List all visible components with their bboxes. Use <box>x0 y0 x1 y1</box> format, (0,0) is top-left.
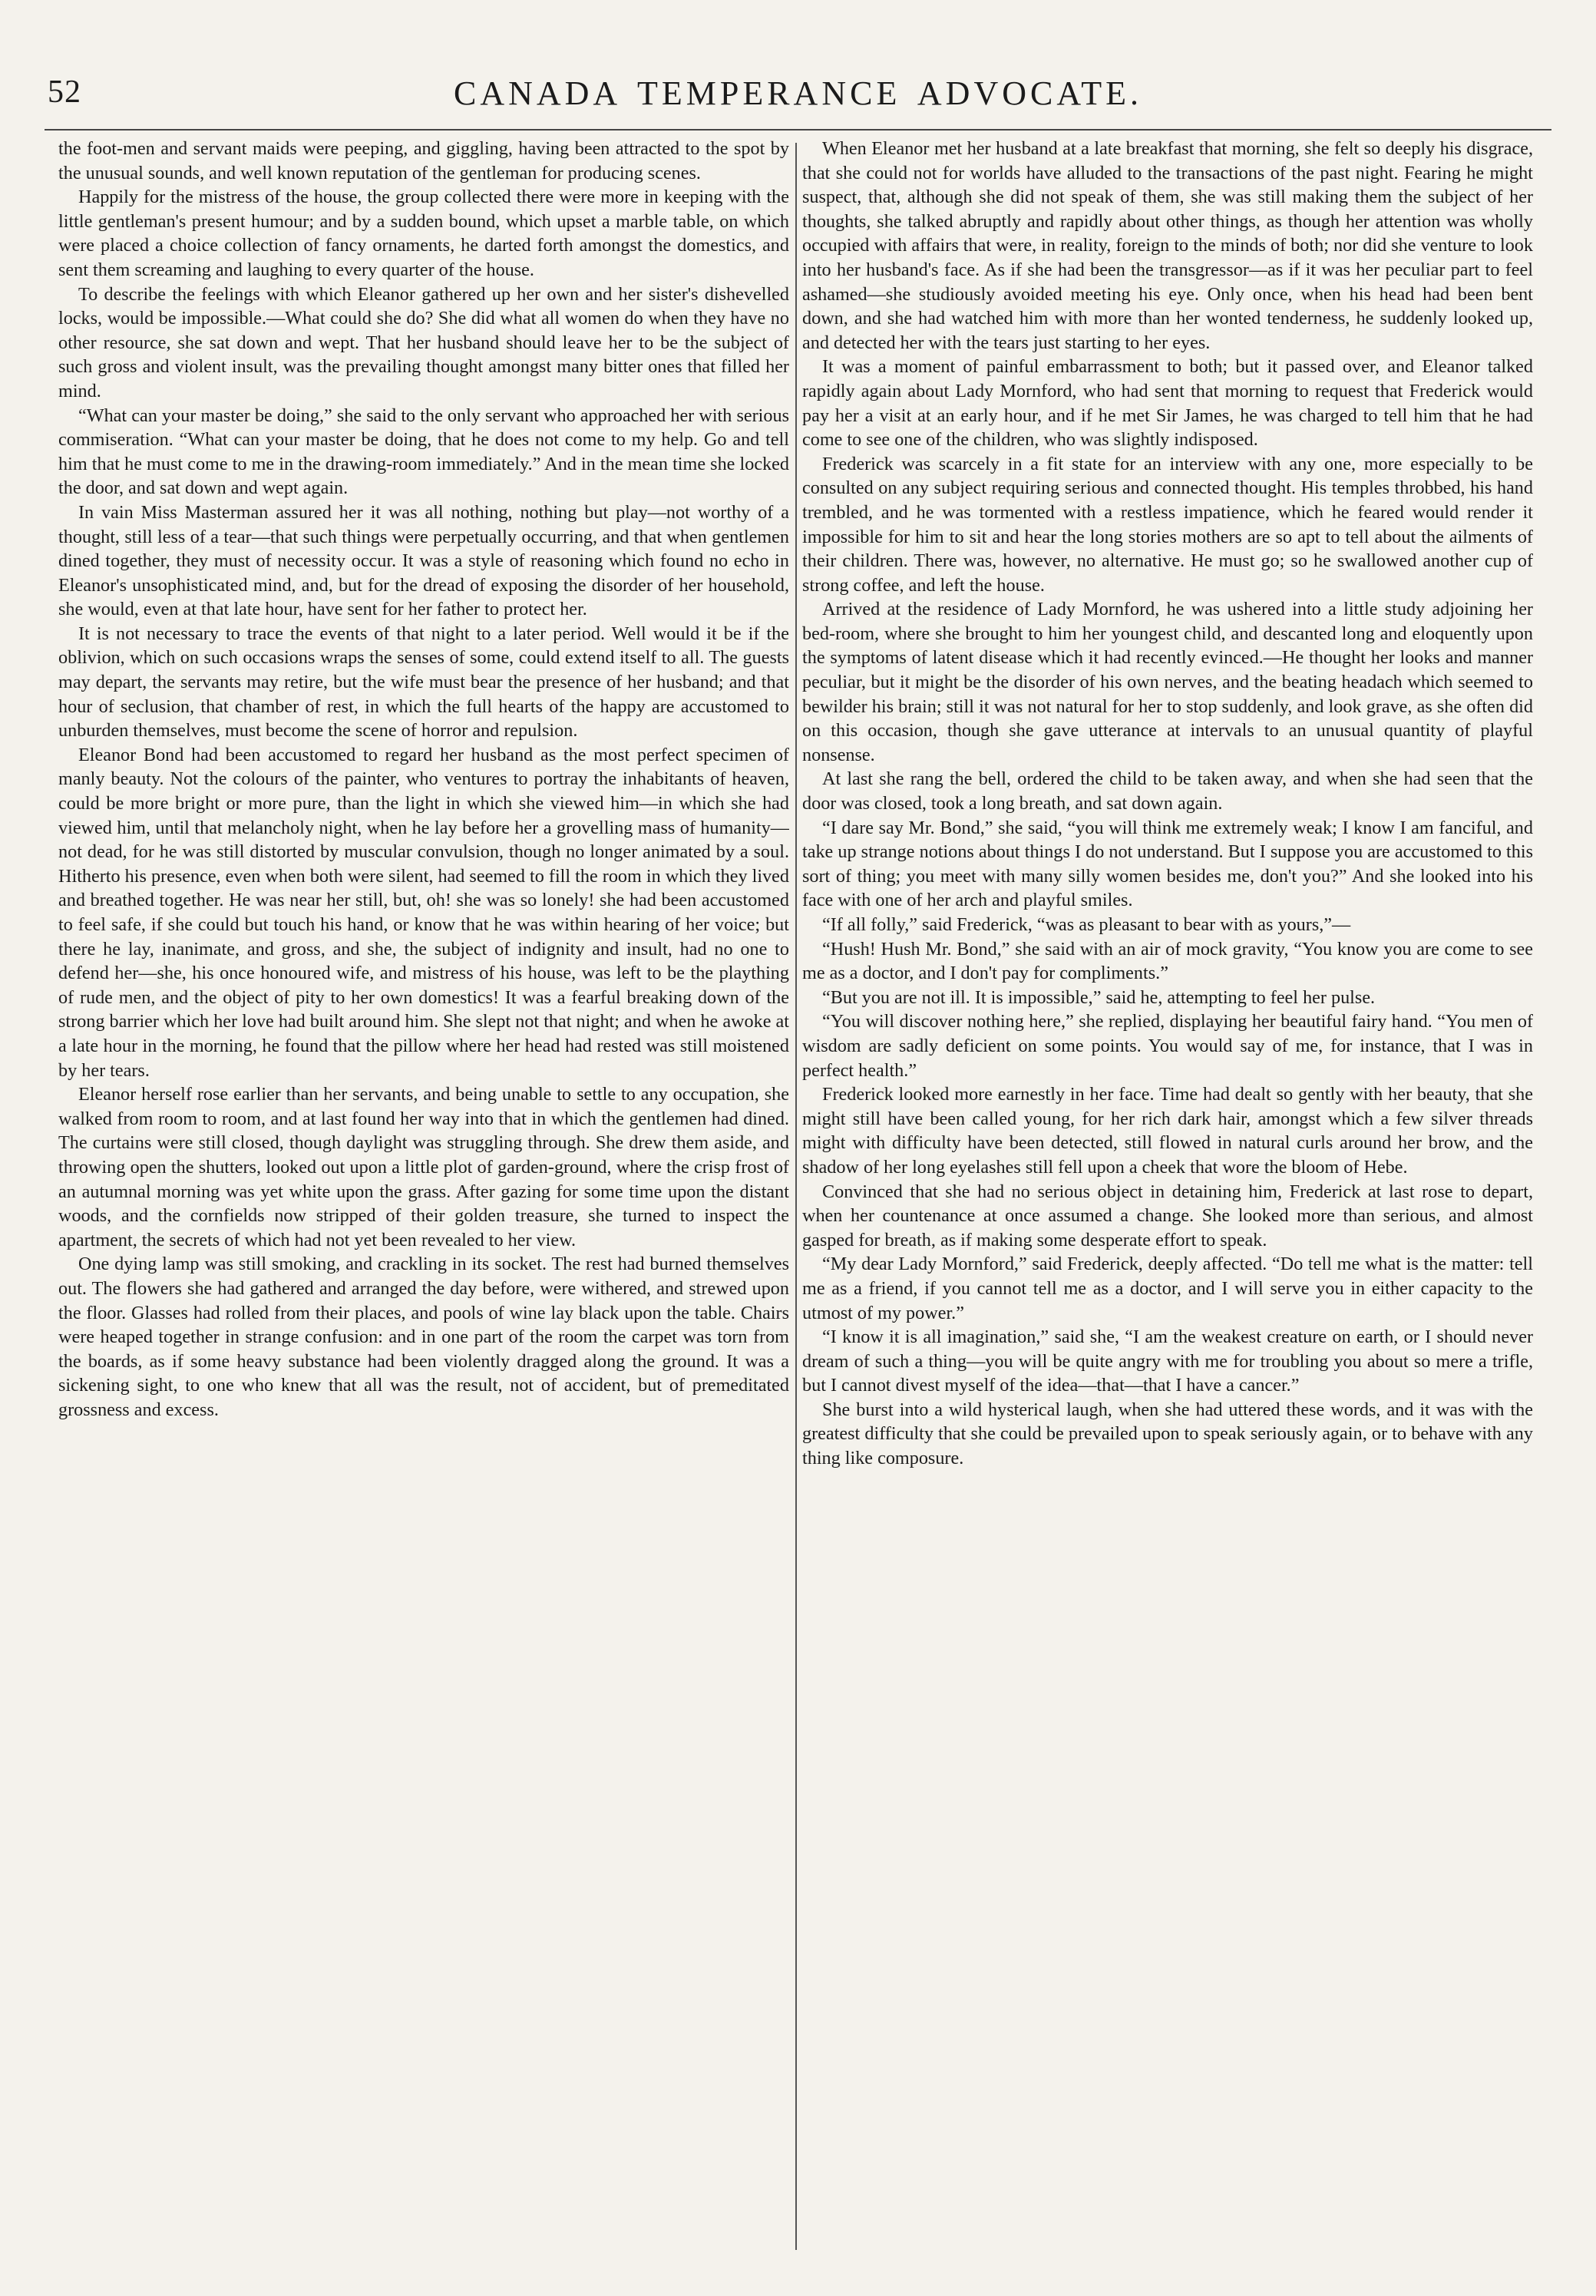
paragraph: “But you are not ill. It is impossible,” said he, attempting to feel her pulse. <box>822 986 1376 1008</box>
paragraph: At last she rang the bell, ordered the child to be taken away, and when she had seen that the door was closed, took a long breath, and sat down again. <box>802 768 1533 814</box>
paragraph: “If all folly,” said Frederick, “was as pleasant to bear with as yours,”— <box>822 914 1351 935</box>
paragraph: Eleanor herself rose earlier than her servants, and being unable to settle to any occupation, she walked from room to room, and at last found her way into that in which the gentlemen had dined. The curtains were still closed, though daylight was struggling through. She drew them aside, and throwing open the shutters, looked out upon a little plot of garden-ground, where the crisp frost of an autumnal morning was yet white upon the grass. After gazing for some time upon the distant woods, and the cornfields now stripped of their golden treasure, she turned to inspect the apartment, the secrets of which had not yet been revealed to her view. <box>58 1084 789 1250</box>
paragraph: When Eleanor met her husband at a late breakfast that morning, she felt so deeply his disgrace, that she could not for worlds have alluded to the transactions of the past night. Fearing he might suspect, that, although she did not speak of them, she was still making them the subject of her thoughts, she talked abruptly and rapidly about other things, as though her attention was wholly occupied with affairs that were, in reality, foreign to the minds of both; nor did she venture to look into her husband's face. As if she had been the transgressor—as if it was her peculiar part to feel ashamed—she studiously avoided meeting his eye. Only once, when his head had been bent down, and she had watched him with more than her wonted tenderness, he suddenly looked up, and detected her with the tears just starting to her eyes. <box>802 138 1533 353</box>
paragraph: One dying lamp was still smoking, and crackling in its socket. The rest had burned themselves out. The flowers she had gathered and arranged the day before, were withered, and strewed upon the floor. Glasses had rolled from their places, and pools of wine lay black upon the table. Chairs were heaped together in strange confusion: and in one part of the room the carpet was torn from the boards, as if some heavy substance had been violently dragged along the ground. It was a sickening sight, to one who knew that all was the result, not of accident, but of premeditated grossness and excess. <box>58 1254 789 1420</box>
paragraph: “You will discover nothing here,” she replied, displaying her beautiful fairy hand. “You men of wisdom are sadly deficient on some points. You would say of me, for instance, that I was in perfect health.” <box>802 1011 1533 1081</box>
paragraph: Frederick was scarcely in a fit state for an interview with any one, more especially to be consulted on any subject requiring serious and connected thought. His temples throbbed, his hand trembled, and he was tormented with a restless impatience, which he feared would render it impossible for him to sit and hear the long stories mothers are so apt to tell about the ailments of their children. There was, however, no alternative. He must go; so he swallowed another cup of strong coffee, and left the house. <box>802 453 1533 596</box>
paragraph: In vain Miss Masterman assured her it was all nothing, nothing but play—not worthy of a thought, still less of a tear—that such things were perpetually occurring, and that when gentlemen dined together, they must of necessity occur. It was a style of reasoning which found no echo in Eleanor's unsophisticated mind, and, but for the dread of exposing the disorder of her household, she would, even at that late hour, have sent for her father to protect her. <box>58 501 789 620</box>
page-number: 52 <box>48 74 81 110</box>
column-divider <box>795 143 797 2250</box>
paragraph: the foot-men and servant maids were peeping, and giggling, having been attracted to the spot by the unusual sounds, and well known reputation of the gentleman for producing scenes. <box>58 138 789 183</box>
paragraph: “What can your master be doing,” she said to the only servant who approached her with serious commiseration. “What can your master be doing, that he does not come to my help. Go and tell him that he must come to me in the drawing-room immediately.” And in the mean time she locked the door, and sat down and wept again. <box>58 405 789 499</box>
header-rule <box>45 129 1551 130</box>
paragraph: Frederick looked more earnestly in her face. Time had dealt so gently with her beauty, that she might still have been called young, for her rich dark hair, amongst which a few silver threads might with difficulty have been detected, still flowed in natural curls around her brow, and the shadow of her long eyelashes still fell upon a cheek that wore the bloom of Hebe. <box>802 1084 1533 1178</box>
paragraph: It is not necessary to trace the events of that night to a later period. Well would it be if the oblivion, which on such occasions wraps the senses of some, could extend itself to all. The guests may depart, the servants may retire, but the wife must bear the presence of her husband; and that hour of seclusion, that chamber of rest, in which the full hearts of the happy are accustomed to unburden themselves, must become the scene of horror and repulsion. <box>58 623 789 742</box>
paragraph: She burst into a wild hysterical laugh, when she had uttered these words, and it was with the greatest difficulty that she could be prevailed upon to speak seriously again, or to behave with any thing like composure. <box>802 1399 1533 1469</box>
left-column <box>58 137 789 2271</box>
paragraph: Arrived at the residence of Lady Mornford, he was ushered into a little study adjoining her bed-room, where she brought to him her youngest child, and descanted long and eloquently upon the symptoms of latent disease which it had recently evinced.—He thought her looks and manner peculiar, but it might be the disorder of his own nerves, and the beating headach which seemed to bewilder his brain; still it was not natural for her to stop suddenly, and look grave, as she often did on this occasion, though she gave utterance at intervals to an unusual quantity of playful nonsense. <box>802 599 1533 765</box>
paragraph: It was a moment of painful embarrassment to both; but it passed over, and Eleanor talked rapidly again about Lady Mornford, who had sent that morning to request that Frederick would pay her a visit at an early hour, and if he met Sir James, he was charged to tell him that he had come to see one of the children, who was slightly indisposed. <box>802 356 1533 451</box>
page-title: CANADA TEMPERANCE ADVOCATE. <box>453 74 1143 112</box>
paragraph: “I know it is all imagination,” said she, “I am the weakest creature on earth, or I should never dream of such a thing—you will be quite angry with me for troubling you about so mere a trifle, but I cannot divest myself of the idea—that—that I have a cancer.” <box>802 1326 1533 1396</box>
paragraph: To describe the feelings with which Eleanor gathered up her own and her sister's dishevelled locks, would be impossible.—What could she do? She did what all women do when they have no other resource, she sat down and wept. That her husband should leave her to be the subject of such gross and violent insult, was the prevailing thought amongst many bitter ones that filled her mind. <box>58 283 789 401</box>
paragraph: Convinced that she had no serious object in detaining him, Frederick at last rose to depart, when her countenance at once assumed a change. She looked more than serious, and almost gasped for breath, as if making some desperate effort to speak. <box>802 1181 1533 1250</box>
paragraph: “I dare say Mr. Bond,” she said, “you will think me extremely weak; I know I am fanciful, and take up strange notions about things I do not understand. But I suppose you are accustomed to this sort of thing; you meet with many silly women besides me, don't you?” And she looked into his face with one of her arch and playful smiles. <box>802 817 1533 911</box>
paragraph: “My dear Lady Mornford,” said Frederick, deeply affected. “Do tell me what is the matter: tell me as a friend, if you cannot tell me as a doctor, and I will serve you in either capacity to the utmost of my power.” <box>802 1254 1533 1323</box>
paragraph: Eleanor Bond had been accustomed to regard her husband as the most perfect specimen of manly beauty. Not the colours of the painter, who ventures to portray the inhabitants of heaven, could be more bright or more pure, than the light in which she viewed him—in which she had viewed him, until that melancholy night, when he lay before her a grovelling mass of humanity—not dead, for he was still distorted by muscular convulsion, though no longer animated by a soul. Hitherto his presence, even when both were silent, had seemed to fill the room in which they lived and breathed together. He was near her still, but, oh! she was so lonely! she had been accustomed to feel safe, if she could but touch his hand, or know that he was within hearing of her voice; but there he lay, inanimate, and gross, and she, the subject of indignity and insult, had no one to defend her—she, his once honoured wife, and mistress of his house, was left to be the plaything of rude men, and the object of pity to her own domestics! It was a fearful breaking down of the strong barrier which her love had built around him. She slept not that night; and when he awoke at a late hour in the morning, he found that the pillow where her head had rested was still moistened by her tears. <box>58 744 789 1081</box>
paragraph: Happily for the mistress of the house, the group collected there were more in keeping with the little gentleman's present humour; and by a sudden bound, which upset a marble table, on which were placed a choice collection of fancy ornaments, he darted forth amongst the domestics, and sent them screaming and laughing to every quarter of the house. <box>58 187 789 280</box>
paragraph: “Hush! Hush Mr. Bond,” she said with an air of mock gravity, “You know you are come to see me as a doctor, and I don't pay for compliments.” <box>802 938 1533 984</box>
right-column <box>802 137 1533 2271</box>
